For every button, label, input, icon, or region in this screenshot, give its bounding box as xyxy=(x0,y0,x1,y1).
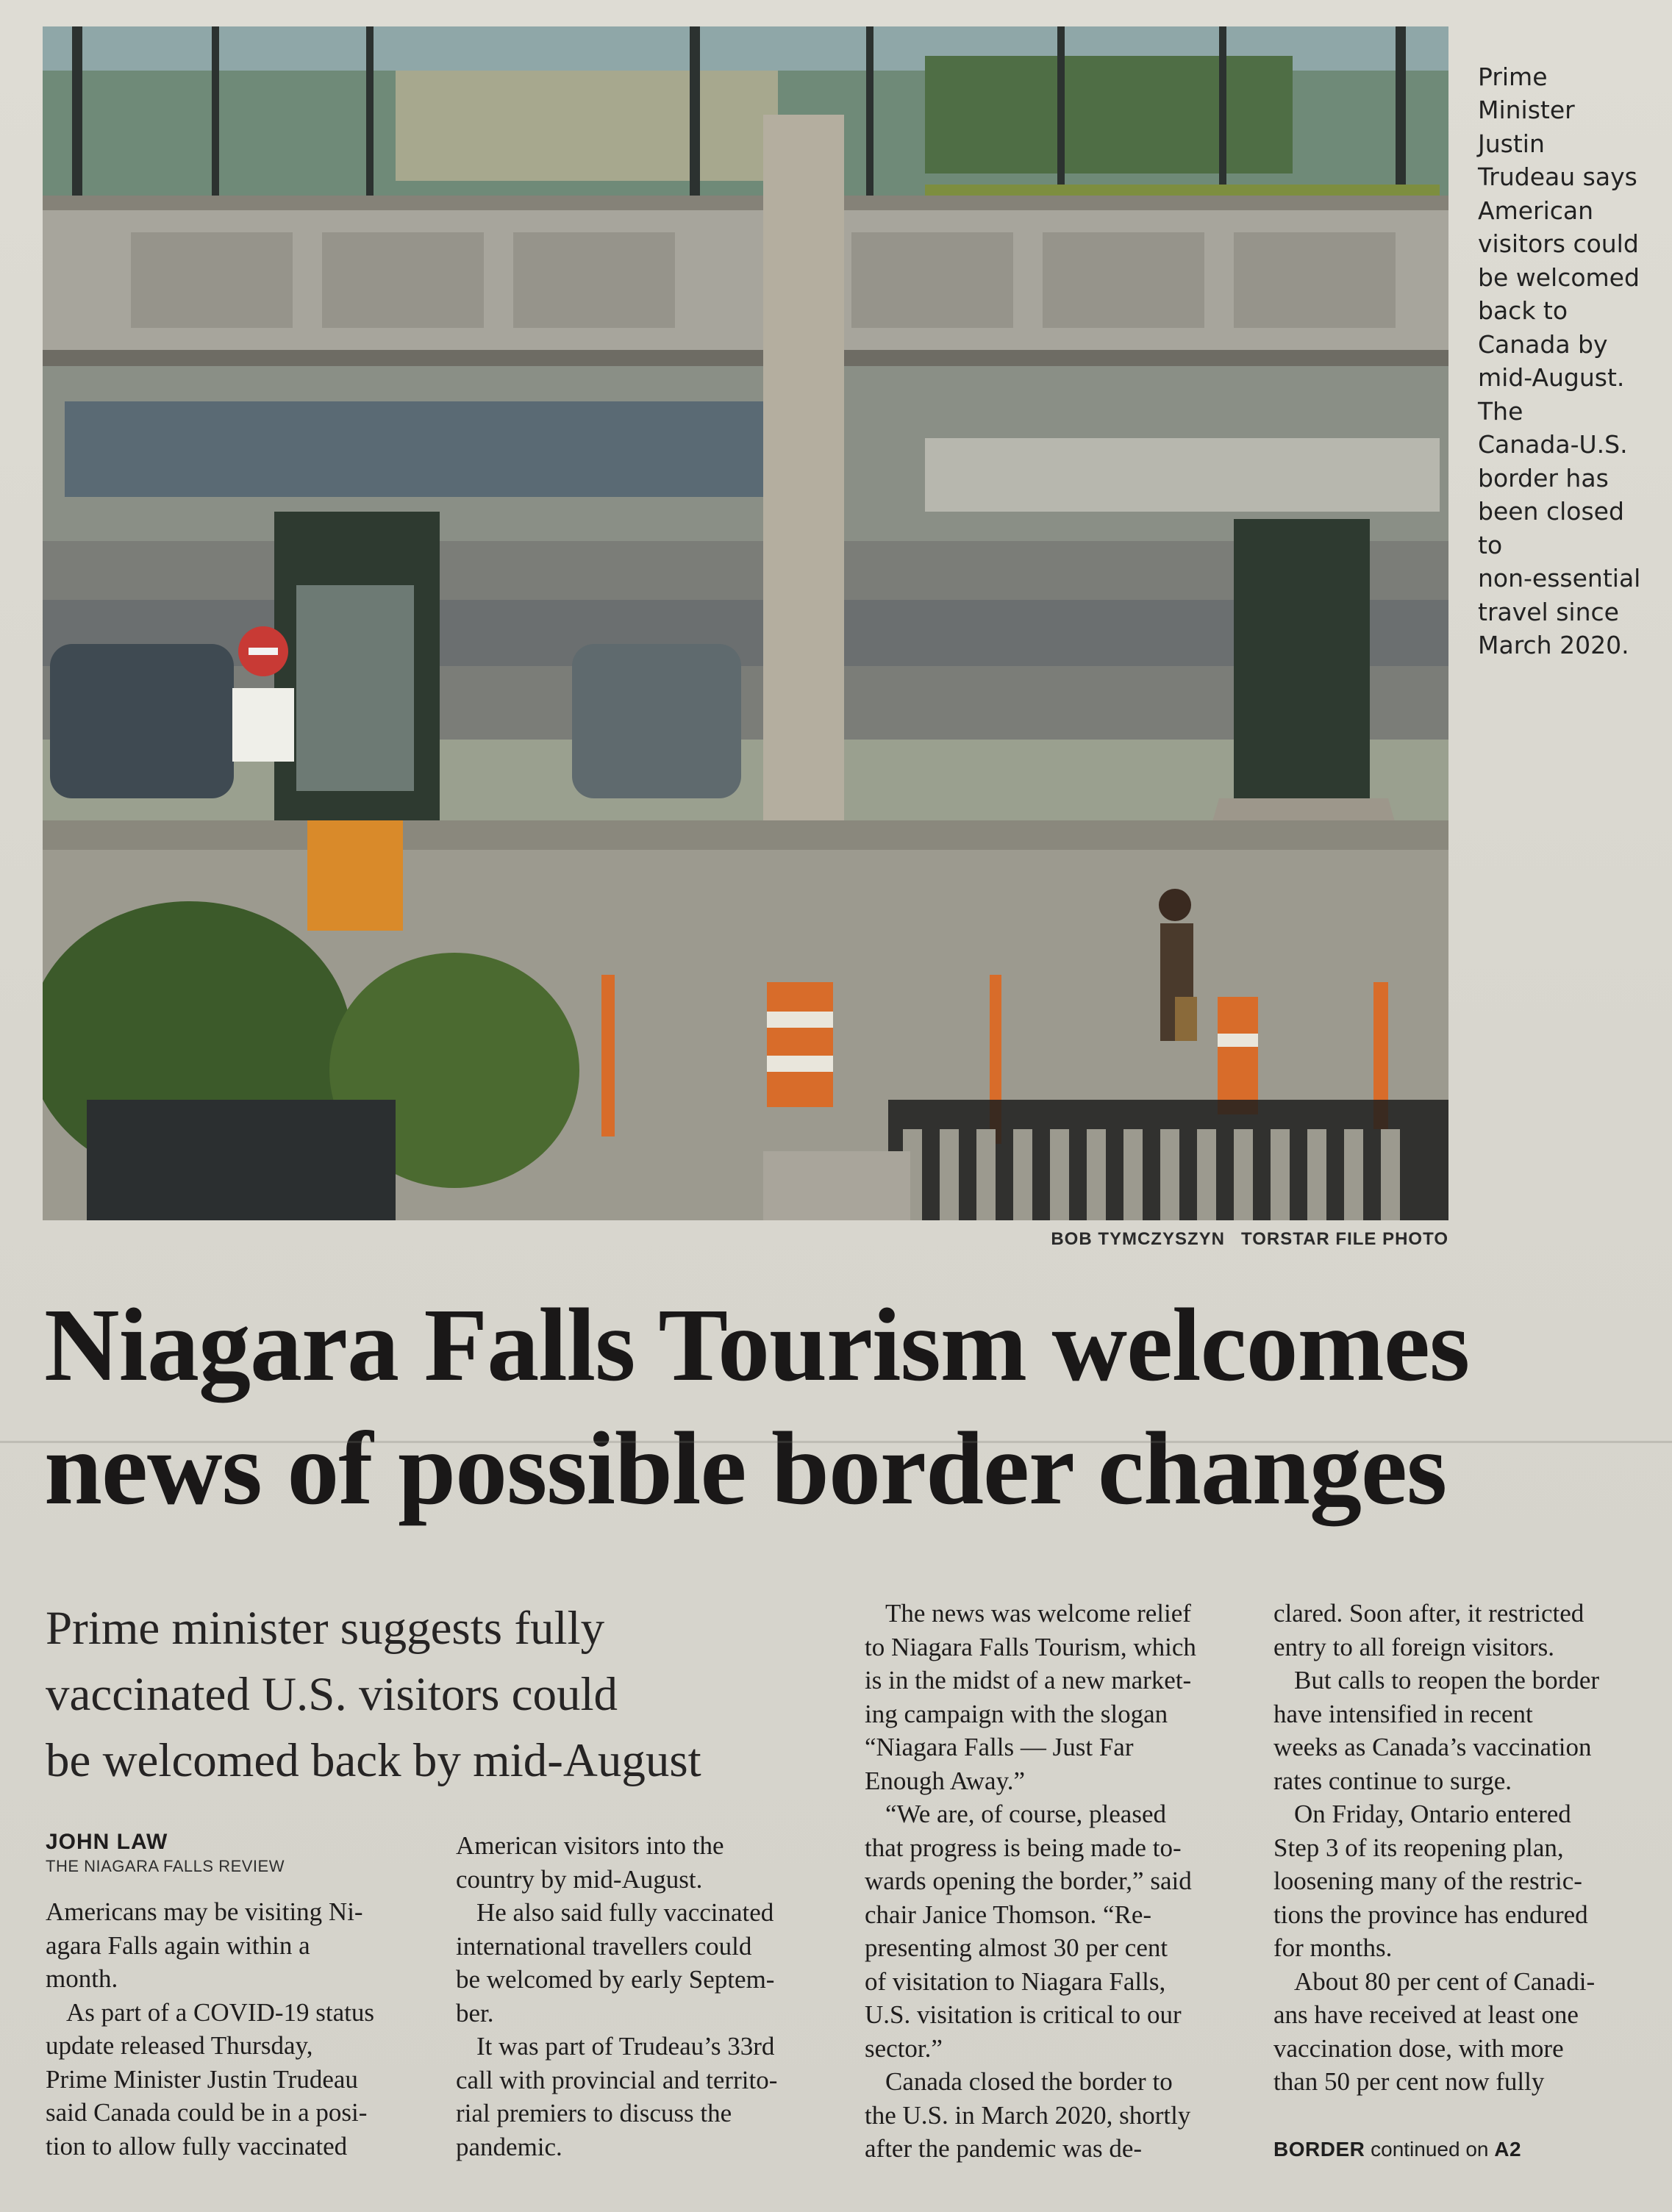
photographer-name: BOB TYMCZYSZYN xyxy=(1051,1229,1225,1249)
deck-line-3: be welcomed back by mid-August xyxy=(46,1734,701,1787)
paragraph xyxy=(1273,1965,1656,2099)
cutline-line: Canada-U.S. xyxy=(1478,430,1628,459)
cutline-line: March 2020. xyxy=(1478,631,1629,659)
jump-keyword: BORDER xyxy=(1273,2138,1365,2161)
text-line: tions the province has endured xyxy=(1273,1900,1588,1929)
headline-line-2: news of possible border changes xyxy=(44,1410,1447,1526)
text-line: for months. xyxy=(1273,1933,1393,1962)
paragraph xyxy=(456,2030,838,2163)
paragraph xyxy=(46,1895,432,1996)
jump-page: A2 xyxy=(1494,2138,1522,2161)
cutline-line: non-essential xyxy=(1478,564,1641,593)
cutline-line: Prime xyxy=(1478,62,1548,91)
text-line: update released Thursday, xyxy=(46,2031,313,2060)
text-line: chair Janice Thomson. “Re- xyxy=(865,1900,1152,1929)
text-line: agara Falls again within a xyxy=(46,1930,310,1960)
photo-cutline xyxy=(1478,26,1662,662)
text-line: pandemic. xyxy=(456,2132,562,2161)
paragraph xyxy=(865,2065,1247,2166)
deck-line-2: vaccinated U.S. visitors could xyxy=(46,1668,618,1721)
text-line: tion to allow fully vaccinated xyxy=(46,2131,348,2161)
photo-credit xyxy=(809,1229,1448,1250)
paragraph xyxy=(456,1896,838,2030)
text-line: loosening many of the restric- xyxy=(1273,1866,1582,1895)
text-line: international travellers could xyxy=(456,1931,752,1961)
text-line: to Niagara Falls Tourism, which xyxy=(865,1632,1196,1661)
headline-line-1: Niagara Falls Tourism welcomes xyxy=(44,1286,1470,1403)
cutline-line: be welcomed xyxy=(1478,262,1640,292)
text-line: It was part of Trudeau’s 33rd xyxy=(476,2032,775,2061)
text-line: About 80 per cent of Canadi- xyxy=(1294,1966,1596,1996)
text-line: Canada closed the border to xyxy=(885,2067,1173,2096)
photo-source: TORSTAR FILE PHOTO xyxy=(1240,1229,1448,1249)
cutline-line: to xyxy=(1478,530,1503,559)
text-line: that progress is being made to- xyxy=(865,1833,1182,1862)
text-line: American visitors into the xyxy=(456,1831,724,1860)
text-line: month. xyxy=(46,1964,118,1993)
cutline-line: Minister xyxy=(1478,96,1575,124)
text-line: As part of a COVID-19 status xyxy=(66,1997,374,2027)
text-line: after the pandemic was de- xyxy=(865,2134,1143,2163)
cutline-line: mid-August. xyxy=(1478,363,1625,392)
text-line: be welcomed by early Septem- xyxy=(456,1965,775,1994)
cutline-line: Canada by xyxy=(1478,329,1608,359)
jump-text: continued on xyxy=(1371,2138,1489,2161)
article-column-2 xyxy=(456,1829,838,2163)
text-line: rial premiers to discuss the xyxy=(456,2099,732,2127)
cutline-line: Trudeau says xyxy=(1478,162,1637,191)
text-line: “We are, of course, pleased xyxy=(885,1800,1166,1828)
text-line: Americans may be visiting Ni- xyxy=(46,1897,363,1926)
text-line: ans have received at least one xyxy=(1273,2000,1579,2029)
text-line: clared. Soon after, it restricted xyxy=(1273,1599,1585,1628)
paragraph xyxy=(1273,1664,1656,1797)
cutline-line: American xyxy=(1478,196,1594,225)
text-line: have intensified in recent xyxy=(1273,1699,1533,1728)
text-line: On Friday, Ontario entered xyxy=(1294,1800,1571,1828)
text-line: presenting almost 30 per cent xyxy=(865,1933,1168,1962)
cutline-line: travel since xyxy=(1478,597,1619,626)
text-line: ber. xyxy=(456,1998,494,2027)
text-line: country by mid-August. xyxy=(456,1864,703,1894)
text-line: ing campaign with the slogan xyxy=(865,1699,1168,1728)
text-line: “Niagara Falls — Just Far xyxy=(865,1733,1134,1761)
text-line: is in the midst of a new market- xyxy=(865,1666,1192,1694)
photo-illustration xyxy=(43,26,1448,1220)
text-line: But calls to reopen the border xyxy=(1294,1666,1600,1694)
article-column-3 xyxy=(865,1597,1247,2166)
headline xyxy=(44,1283,1647,1530)
text-line: Prime Minister Justin Trudeau xyxy=(46,2064,358,2094)
cutline-line: The xyxy=(1478,396,1523,426)
paragraph xyxy=(1273,1597,1656,1664)
text-line: the U.S. in March 2020, shortly xyxy=(865,2100,1191,2130)
paragraph xyxy=(1273,1797,1656,1965)
paragraph xyxy=(456,1829,838,1896)
cutline-line: been closed xyxy=(1478,497,1624,526)
cutline-line: border has xyxy=(1478,463,1609,493)
text-line: He also said fully vaccinated xyxy=(476,1898,774,1927)
cutline-line: Justin xyxy=(1478,129,1545,158)
byline-author: JOHN LAW xyxy=(46,1830,168,1854)
text-line: U.S. visitation is critical to our xyxy=(865,2000,1182,2029)
text-line: than 50 per cent now fully xyxy=(1273,2067,1545,2096)
text-line: entry to all foreign visitors. xyxy=(1273,1632,1555,1661)
byline-publication: THE NIAGARA FALLS REVIEW xyxy=(46,1857,285,1875)
text-line: sector.” xyxy=(865,2033,943,2063)
article-column-4 xyxy=(1273,1597,1656,2099)
text-line: Step 3 of its reopening plan, xyxy=(1273,1833,1564,1862)
border-crossing-photo xyxy=(43,26,1448,1220)
paragraph xyxy=(46,1996,432,2163)
deck-line-1: Prime minister suggests fully xyxy=(46,1602,605,1655)
text-line: of visitation to Niagara Falls, xyxy=(865,1966,1166,1996)
article-column-1 xyxy=(46,1895,432,2163)
continued-jump-line xyxy=(1273,2138,1656,2161)
text-line: call with provincial and territo- xyxy=(456,2065,778,2094)
byline xyxy=(46,1829,428,1878)
cutline-line: visitors could xyxy=(1478,229,1639,258)
text-line: The news was welcome relief xyxy=(885,1599,1191,1628)
paragraph xyxy=(865,1597,1247,1797)
text-line: wards opening the border,” said xyxy=(865,1866,1192,1895)
text-line: said Canada could be in a posi- xyxy=(46,2098,368,2127)
text-line: rates continue to surge. xyxy=(1273,1766,1512,1795)
text-line: vaccination dose, with more xyxy=(1273,2033,1564,2063)
text-line: weeks as Canada’s vaccination xyxy=(1273,1733,1592,1761)
text-line: Enough Away.” xyxy=(865,1766,1026,1795)
cutline-line: back to xyxy=(1478,296,1568,325)
fold-line xyxy=(0,1441,1672,1443)
paragraph xyxy=(865,1797,1247,2065)
deck-subheadline xyxy=(46,1595,840,1794)
